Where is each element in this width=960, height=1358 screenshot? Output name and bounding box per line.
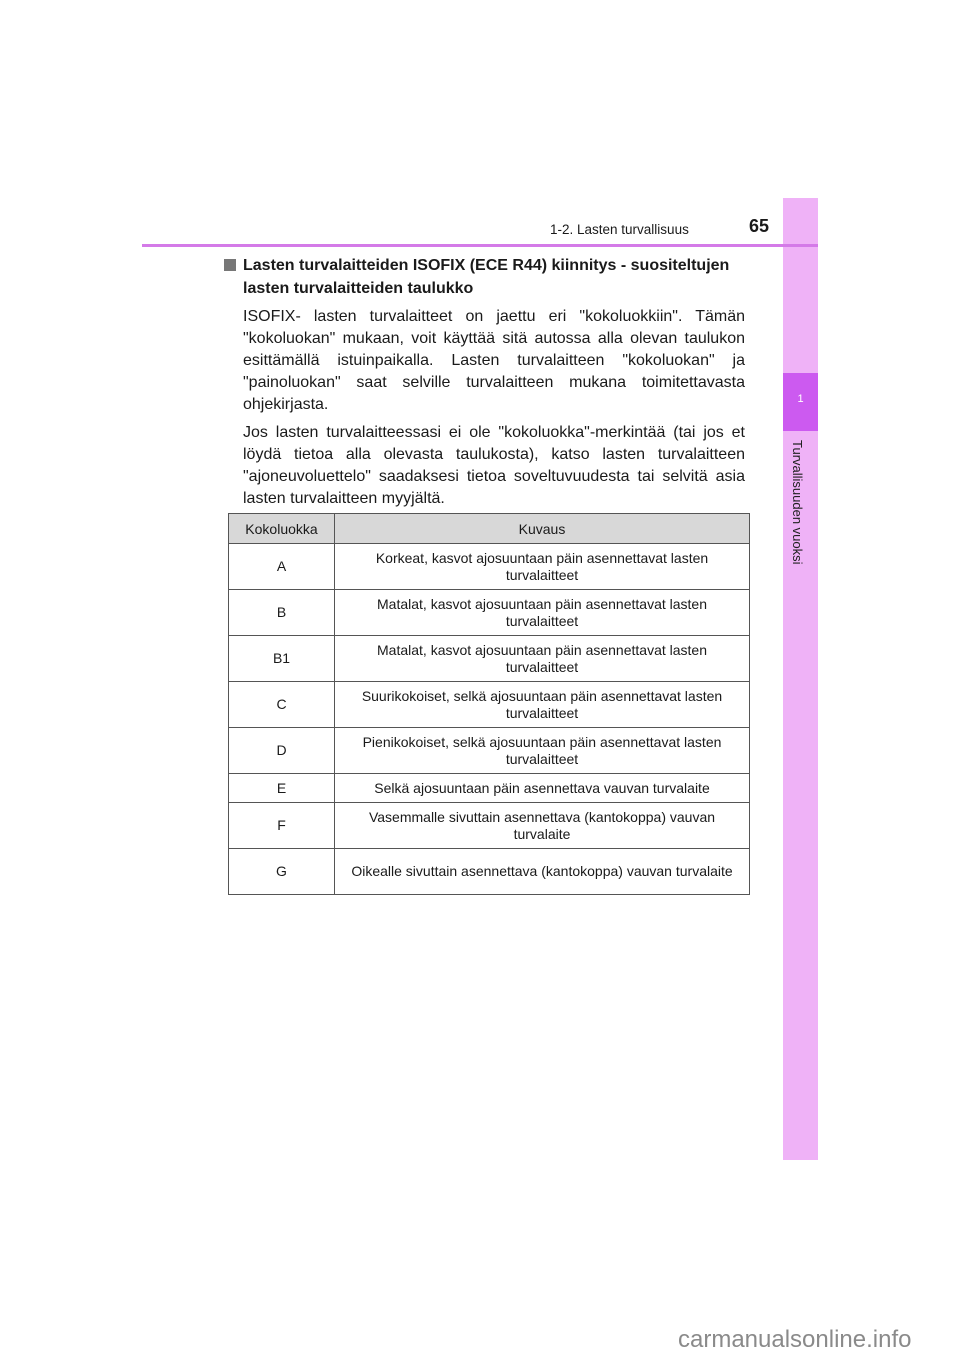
column-header: Kokoluokka (229, 514, 335, 544)
size-class-cell: B1 (229, 636, 335, 682)
size-class-cell: C (229, 682, 335, 728)
body-content (243, 254, 745, 510)
table-row (229, 728, 750, 774)
size-class-cell: G (229, 849, 335, 895)
size-class-table (228, 513, 750, 895)
description-cell: Pienikokoiset, selkä ajosuuntaan päin asennettavat lasten turvalaitteet (335, 728, 750, 774)
description-cell: Matalat, kasvot ajosuuntaan päin asennettavat lasten turvalaitteet (335, 590, 750, 636)
watermark: carmanualsonline.info (678, 1326, 912, 1353)
size-class-cell: A (229, 544, 335, 590)
header-rule (142, 244, 818, 247)
description-cell: Korkeat, kasvot ajosuuntaan päin asennettavat lasten turvalaitteet (335, 544, 750, 590)
size-class-cell: D (229, 728, 335, 774)
square-bullet-icon (224, 259, 236, 271)
table-row (229, 544, 750, 590)
table-row (229, 682, 750, 728)
chapter-number-tab: 1 (783, 373, 818, 431)
table-row (229, 590, 750, 636)
chapter-label: Turvallisuuden vuoksi (790, 440, 805, 565)
description-cell: Suurikokoiset, selkä ajosuuntaan päin asennettavat lasten turvalaitteet (335, 682, 750, 728)
size-class-cell: B (229, 590, 335, 636)
table-row (229, 803, 750, 849)
heading-text: Lasten turvalaitteiden ISOFIX (ECE R44) kiinnitys - suositeltujen lasten turvalaitteiden taulukko (243, 257, 730, 297)
description-cell: Matalat, kasvot ajosuuntaan päin asennettavat lasten turvalaitteet (335, 636, 750, 682)
size-class-cell: F (229, 803, 335, 849)
paragraph: ISOFIX- lasten turvalaitteet on jaettu eri "kokoluokkiin". Tämän "kokoluokan" mukaan, voit käyttää sitä autossa alla olevan taulukon esittämällä istuinpaikalla. Lasten turvalaitteen "kokoluokan" ja "painoluokan" saat selville turvalaitteen mukana toimitettavasta ohjekirjasta. (243, 308, 745, 413)
description-cell: Vasemmalle sivuttain asennettava (kantokoppa) vauvan turvalaite (335, 803, 750, 849)
description-cell: Selkä ajosuuntaan päin asennettava vauvan turvalaite (335, 774, 750, 803)
column-header: Kuvaus (335, 514, 750, 544)
section-title: 1-2. Lasten turvallisuus (550, 222, 689, 237)
table-row (229, 774, 750, 803)
page-number: 65 (749, 216, 770, 236)
table-row (229, 636, 750, 682)
table-row (229, 849, 750, 895)
paragraph: Jos lasten turvalaitteessasi ei ole "kokoluokka"-merkintää (tai jos et löydä tietoa alla olevasta taulukosta), katso lasten turvalaitteen "ajoneuvoluettelo" saadaksesi tietoa soveltuvuudesta tai selvitä asia lasten turvalaitteen myyjältä. (243, 424, 745, 507)
description-cell: Oikealle sivuttain asennettava (kantokoppa) vauvan turvalaite (335, 849, 750, 895)
size-class-cell: E (229, 774, 335, 803)
section-heading (243, 254, 745, 300)
chapter-sidebar (783, 198, 818, 1160)
